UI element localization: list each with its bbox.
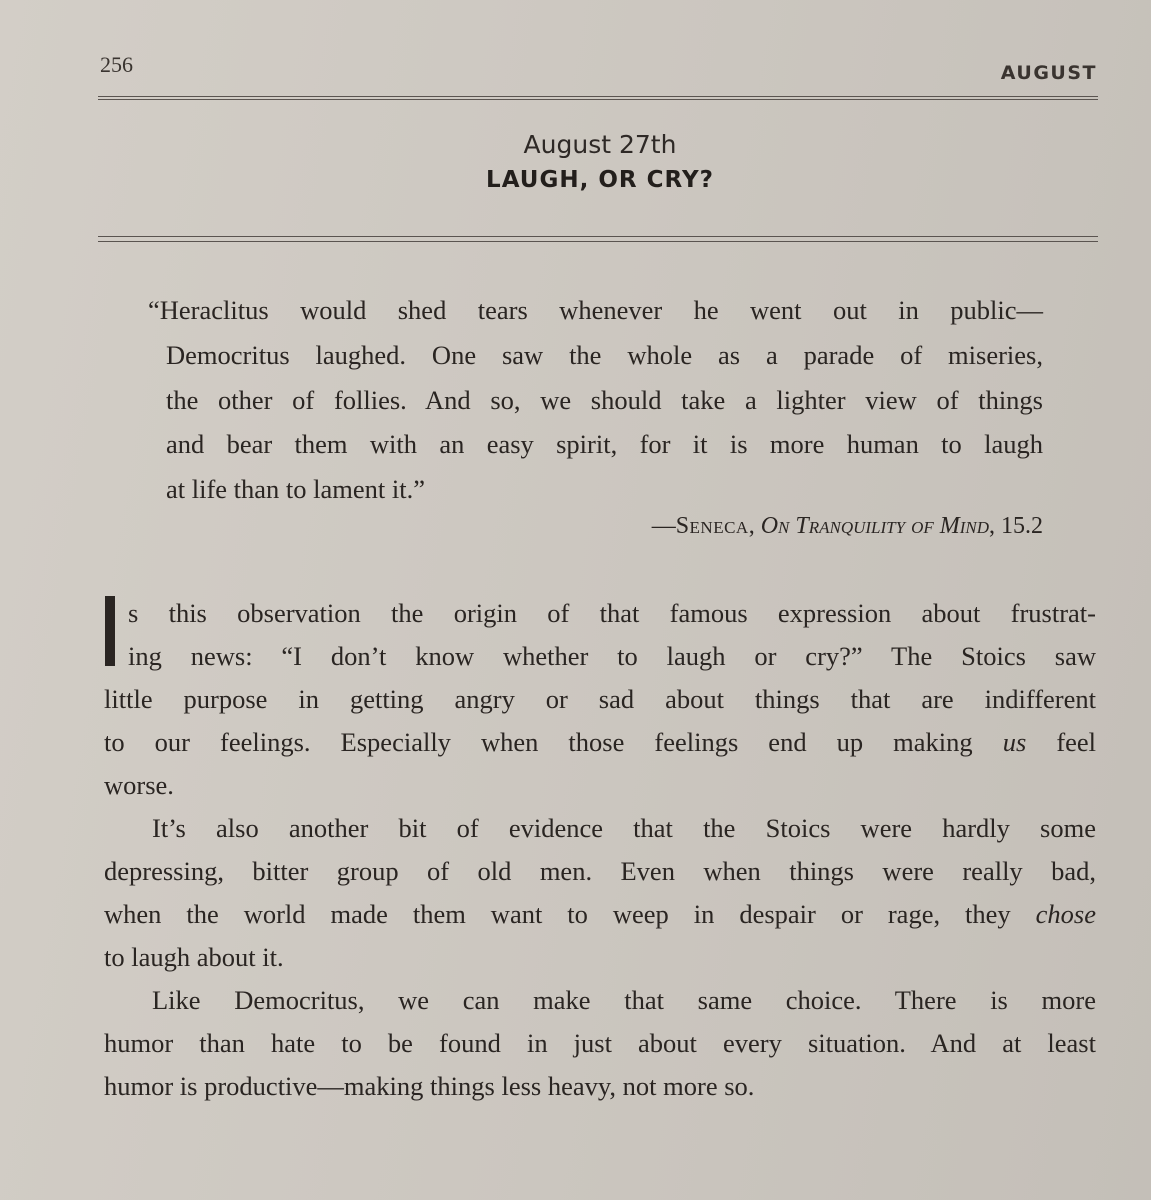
body-line [104,721,1096,764]
quote-line: Democritus laughed. One saw the whole as a parade of miseries, [166,339,1043,370]
title-rule-secondary [98,241,1098,242]
entry-title: LAUGH, OR CRY? [486,167,714,193]
body-line-text: to our feelings. Especially when those feelings end up making [104,727,973,757]
body-line: It’s also another bit of evidence that the Stoics were hardly some [152,813,1096,843]
attribution-author: Seneca [675,513,749,539]
body-line-text: when the world made them want to weep in despair or rage, they [104,899,1011,929]
epigraph-quote [148,288,1043,512]
emphasis-chose: chose [1035,899,1096,929]
section-label: AUGUST [1000,62,1097,84]
quote-line: at life than to lament it.” [166,474,426,505]
body-line: s this observation the origin of that famous expression about frustrat- [128,598,1096,628]
body-line: little purpose in getting angry or sad about things that are indifferent [104,684,1096,714]
body-line: Like Democritus, we can make that same choice. There is more [152,985,1096,1015]
body-line: humor than hate to be found in just about every situation. And at least [104,1028,1096,1058]
quote-line: the other of follies. And so, we should take a lighter view of things [166,384,1043,415]
attribution-reference: , 15.2 [989,513,1043,539]
quote-attribution: —Seneca, On Tranquility of Mind, 15.2 [651,513,1043,539]
body-text [104,592,1096,1108]
page-number: 256 [100,52,133,77]
body-line: ing news: “I don’t know whether to laugh or cry?” The Stoics saw [128,641,1096,671]
attribution-dash: — [651,513,676,539]
body-line: depressing, bitter group of old men. Even when things were really bad, [104,856,1096,886]
entry-date: August 27th [523,130,677,159]
body-line [104,893,1096,936]
quote-line: “Heraclitus would shed tears whenever he went out in public— [148,295,1043,325]
emphasis-us: us [1002,727,1027,757]
attribution-work: On Tranquility of Mind [760,513,989,539]
header-rule [98,96,1098,97]
body-line: worse. [104,770,174,800]
header-rule-secondary [98,99,1098,100]
title-rule [98,236,1098,237]
body-line-text: feel [1056,727,1097,757]
running-head [100,52,1097,82]
entry-heading [100,128,1100,198]
body-line: to laugh about it. [104,942,284,972]
body-line: humor is productive—making things less heavy, not more so. [104,1071,755,1101]
quote-line: and bear them with an easy spirit, for it is more human to laugh [166,429,1043,460]
